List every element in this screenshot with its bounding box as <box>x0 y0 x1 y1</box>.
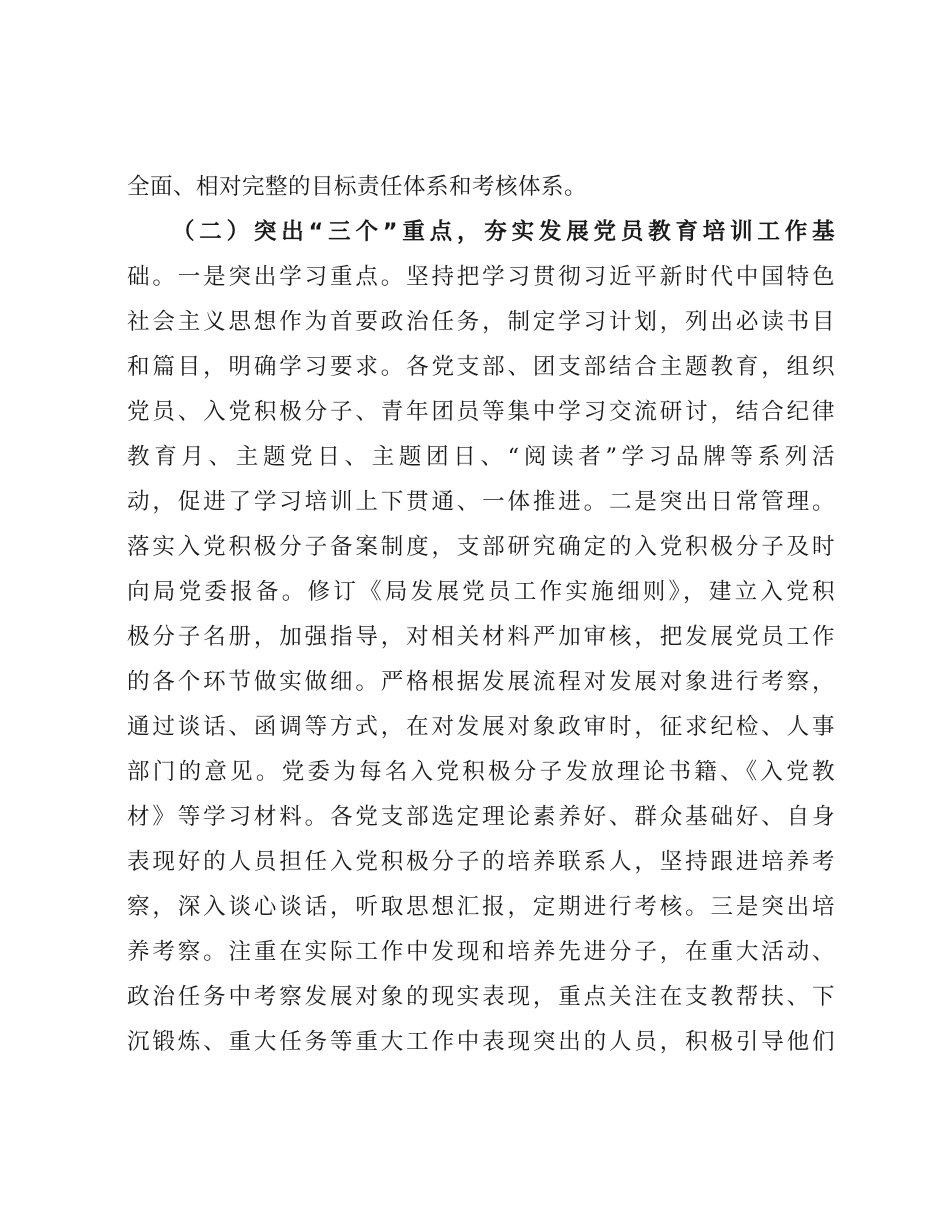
section-heading: （二）突出“三个”重点，夯实发展党员教育培训工作基 <box>172 219 835 245</box>
paragraph-line: 养考察。注重在实际工作中发现和培养先进分子，在重大活动、 <box>127 939 835 965</box>
paragraph-line: 材》等学习材料。各党支部选定理论素养好、群众基础好、自身 <box>127 804 835 830</box>
paragraph-line: 动，促进了学习培训上下贯通、一体推进。二是突出日常管理。 <box>127 489 835 515</box>
paragraph-line: 通过谈话、函调等方式，在对发展对象政审时，征求纪检、人事 <box>127 714 835 740</box>
paragraph-line: 沉锻炼、重大任务等重大工作中表现突出的人员，积极引导他们 <box>127 1029 835 1055</box>
paragraph-line: 础。一是突出学习重点。坚持把学习贯彻习近平新时代中国特色 <box>127 264 835 290</box>
paragraph-line: 教育月、主题党日、主题团日、“阅读者”学习品牌等系列活 <box>127 444 835 470</box>
paragraph-line: 极分子名册，加强指导，对相关材料严加审核，把发展党员工作 <box>127 624 835 650</box>
paragraph-line: 政治任务中考察发展对象的现实表现，重点关注在支教帮扶、下 <box>127 984 835 1010</box>
paragraph-line: 向局党委报备。修订《局发展党员工作实施细则》，建立入党积 <box>127 579 835 605</box>
paragraph-line: 的各个环节做实做细。严格根据发展流程对发展对象进行考察， <box>127 669 835 695</box>
paragraph-line: 和篇目，明确学习要求。各党支部、团支部结合主题教育，组织 <box>127 354 835 380</box>
paragraph-line: 全面、相对完整的目标责任体系和考核体系。 <box>127 174 588 200</box>
paragraph-line: 社会主义思想作为首要政治任务，制定学习计划，列出必读书目 <box>127 309 835 335</box>
paragraph-line: 部门的意见。党委为每名入党积极分子发放理论书籍、《入党教 <box>127 759 835 785</box>
paragraph-line: 察，深入谈心谈话，听取思想汇报，定期进行考核。三是突出培 <box>127 894 835 920</box>
paragraph-line: 落实入党积极分子备案制度，支部研究确定的入党积极分子及时 <box>127 534 835 560</box>
paragraph-line: 表现好的人员担任入党积极分子的培养联系人，坚持跟进培养考 <box>127 849 835 875</box>
paragraph-line: 党员、入党积极分子、青年团员等集中学习交流研讨，结合纪律 <box>127 399 835 425</box>
